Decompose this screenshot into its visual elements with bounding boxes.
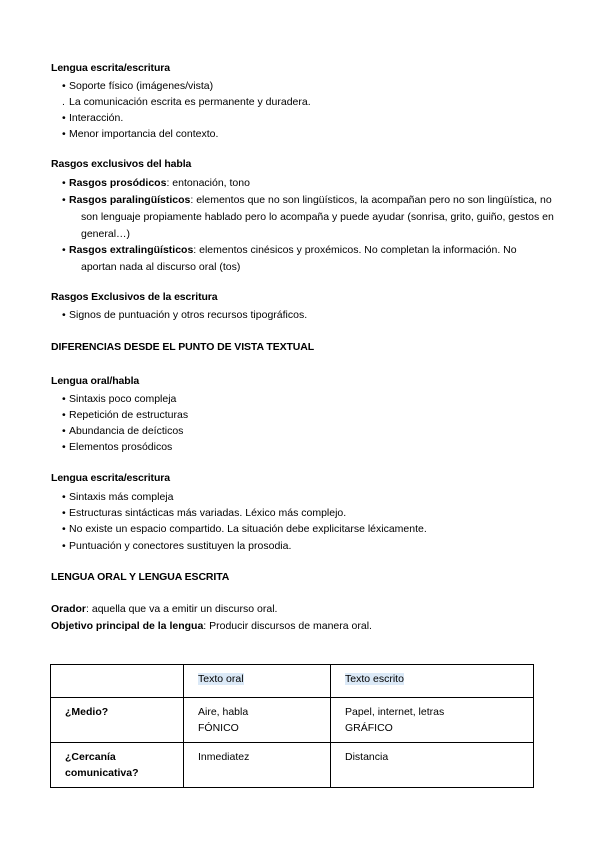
list-item: • Rasgos extralingüísticos: elementos cinésicos y proxémicos. No completan la información. No aportan nada al discurso oral (tos) <box>62 244 517 273</box>
heading-rasgos-escritura: Rasgos Exclusivos de la escritura <box>51 291 218 303</box>
list-item: • Elementos prosódicos <box>62 441 173 453</box>
table-header-cell: Texto escrito <box>331 665 534 698</box>
table-row <box>51 743 534 788</box>
table-cell: Inmediatez <box>184 743 331 788</box>
list-item: • Abundancia de deícticos <box>62 425 184 437</box>
comparison-table <box>50 664 534 788</box>
heading-lengua-escrita: Lengua escrita/escritura <box>51 62 170 74</box>
list-item: • Sintaxis más compleja <box>62 491 174 503</box>
list-item: • Menor importancia del contexto. <box>62 128 219 140</box>
list-item: • Rasgos prosódicos: entonación, tono <box>62 177 250 189</box>
table-row-label: ¿Medio? <box>51 698 184 743</box>
list-item: • Soporte físico (imágenes/vista) <box>62 80 214 92</box>
table-header-row <box>51 665 534 698</box>
objetivo-definition: Objetivo principal de la lengua: Producir discursos de manera oral. <box>51 620 372 632</box>
list-item: • Puntuación y conectores sustituyen la prosodia. <box>62 540 292 552</box>
heading-lengua-escrita-2: Lengua escrita/escritura <box>51 472 170 484</box>
list-item: . La comunicación escrita es permanente y duradera. <box>62 96 311 108</box>
list-item: • No existe un espacio compartido. La situación debe explicitarse léxicamente. <box>62 523 427 535</box>
table-row-label: ¿Cercanía comunicativa? <box>51 743 184 788</box>
table-cell: Aire, habla FÓNICO <box>184 698 331 743</box>
table-row <box>51 698 534 743</box>
table-header-cell <box>51 665 184 698</box>
list-item: • Repetición de estructuras <box>62 409 189 421</box>
list-item: • Interacción. <box>62 112 124 124</box>
table-header-cell: Texto oral <box>184 665 331 698</box>
list-item: • Sintaxis poco compleja <box>62 393 177 405</box>
heading-lengua-oral-y-escrita: LENGUA ORAL Y LENGUA ESCRITA <box>51 571 230 583</box>
table-cell: Papel, internet, letras GRÁFICO <box>331 698 534 743</box>
table-cell: Distancia <box>331 743 534 788</box>
list-item: • Signos de puntuación y otros recursos tipográficos. <box>62 309 308 321</box>
list-item: • Estructuras sintácticas más variadas. Léxico más complejo. <box>62 507 347 519</box>
heading-diferencias: DIFERENCIAS DESDE EL PUNTO DE VISTA TEXTUAL <box>51 341 315 353</box>
heading-rasgos-habla: Rasgos exclusivos del habla <box>51 158 192 170</box>
heading-lengua-oral: Lengua oral/habla <box>51 375 140 387</box>
list-item: • Rasgos paralingüísticos: elementos que no son lingüísticos, la acompañan pero no son lingüística, no son lenguaje propiamente hablado pero lo acompaña y puede ayudar (sonrisa, grito, guiño, gestos en general…) <box>62 194 554 240</box>
orador-definition: Orador: aquella que va a emitir un discurso oral. <box>51 603 278 615</box>
